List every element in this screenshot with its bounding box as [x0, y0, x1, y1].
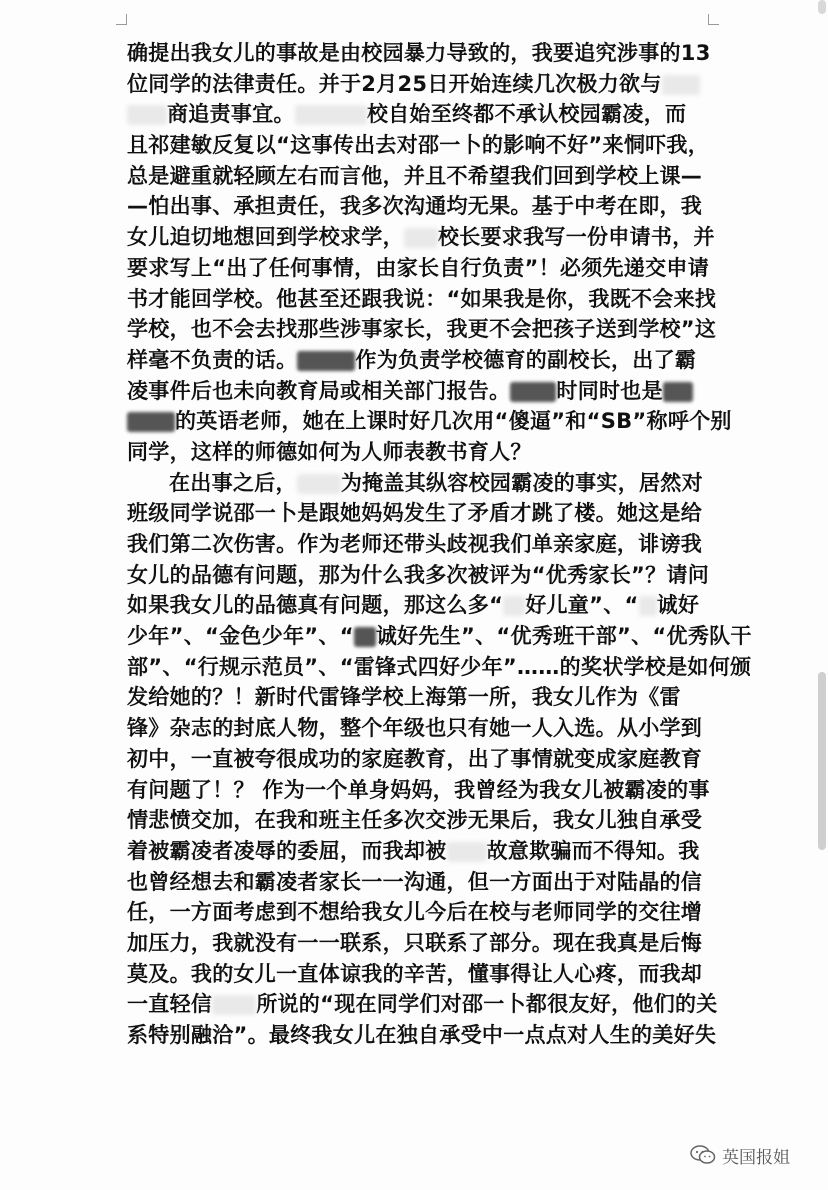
wechat-logo-icon — [690, 1145, 716, 1165]
redacted-text — [447, 842, 487, 862]
watermark — [690, 1140, 790, 1170]
redacted-text — [297, 474, 341, 494]
text-line: 商追责事宜。 校自始至终都不承认校园霸凌，而 — [127, 99, 721, 130]
redacted-text — [663, 382, 693, 402]
text-line: 样毫不负责的话。 作为负责学校德育的副校长，出了霸 — [127, 347, 697, 372]
text-line: 系特别融洽”。最终我女儿在独自承受中一点点对人生的美好失 — [127, 1023, 717, 1047]
text-line: 有问题了！？ 作为一个单身妈妈，我曾经为我女儿被霸凌的事 — [127, 777, 710, 802]
text-line: 女儿的品德有问题，那为什么我多次被评为“优秀家长”？请问 — [127, 562, 710, 587]
redacted-text — [503, 596, 525, 616]
text-line: 凌事件后也未向教育局或相关部门报告。 时同时也是 — [127, 376, 721, 407]
text-line: 总是避重就轻顾左右而言他，并且不希望我们回到学校上课— — [127, 163, 703, 188]
text-line: 部”、“行规示范员”、“雷锋式四好少年”……的奖状学校是如何颁 — [127, 654, 752, 679]
text-line: 如果我女儿的品德真有问题，那这么多“ 好儿童”、“ 诚好 — [127, 593, 700, 618]
redacted-text — [404, 228, 438, 248]
text-line: 发给她的？！新时代雷锋学校上海第一所，我女儿作为《雷 — [127, 685, 681, 710]
text-line: 在出事之后， 为掩盖其纵容校园霸凌的事实，居然对 — [169, 470, 703, 495]
scrollbar-thumb[interactable] — [818, 672, 826, 850]
text-line: 确提出我女儿的事故是由校园暴力导致的，我要追究涉事的13 — [127, 41, 711, 65]
redacted-text — [295, 105, 367, 125]
page-corner-mark — [708, 14, 719, 25]
text-line: 着被霸凌者凌辱的委屈，而我却被 故意欺骗而不得知。我 — [127, 838, 700, 863]
redacted-text — [510, 382, 556, 402]
watermark-label: 英国报姐 — [722, 1147, 790, 1168]
text-line: 位同学的法律责任。并于2月25日开始连续几次极力欲与 — [127, 69, 721, 100]
redacted-text — [662, 75, 700, 95]
text-line: 一直轻信 所说的“现在同学们对邵一卜都很友好，他们的关 — [127, 992, 718, 1017]
text-line: 同学，这样的师德如何为人师表教书育人？ — [127, 439, 532, 464]
text-line: —怕出事、承担责任，我多次沟通均无果。基于中考在即，我 — [127, 194, 703, 219]
text-line: 任，一方面考虑到不想给我女儿今后在校与老师同学的交往增 — [127, 900, 703, 925]
redacted-text — [639, 596, 657, 616]
text-line: 我们第二次伤害。作为老师还带头歧视我们单亲家庭，诽谤我 — [127, 532, 703, 556]
text-line: 锋》杂志的封底人物，整个年级也只有她一人入选。从小学到 — [127, 716, 703, 741]
text-line: 少年”、“金色少年”、“ 诚好先生”、“优秀班干部”、“优秀队干 — [127, 624, 752, 649]
redacted-text — [297, 351, 355, 371]
redacted-text — [212, 995, 256, 1015]
redacted-text — [127, 105, 167, 125]
scrollbar-top[interactable] — [818, 0, 826, 14]
text-line: 的英语老师，她在上课时好几次用“傻逼”和“SB”称呼个别 — [127, 406, 721, 437]
document-body — [127, 38, 752, 1051]
text-line: 学校，也不会去找那些涉事家长，我更不会把孩子送到学校”这 — [127, 317, 717, 342]
redacted-text — [127, 412, 175, 432]
text-line: 书才能回学校。他甚至还跟我说：“如果我是你，我既不会来找 — [127, 286, 717, 311]
text-line: 女儿迫切地想回到学校求学， 校长要求我写一份申请书，并 — [127, 225, 715, 250]
text-line: 初中，一直被夸很成功的家庭教育，出了事情就变成家庭教育 — [127, 746, 703, 771]
page-corner-mark — [116, 14, 127, 25]
redacted-text — [354, 627, 376, 647]
text-line: 要求写上“出了任何事情，由家长自行负责”！必须先递交申请 — [127, 255, 710, 280]
text-line: 且祁建敏反复以“这事传出去对邵一卜的影响不好”来恫吓我， — [127, 133, 710, 158]
text-line: 班级同学说邵一卜是跟她妈妈发生了矛盾才跳了楼。她这是给 — [127, 501, 703, 526]
text-line: 也曾经想去和霸凌者家长一一沟通，但一方面出于对陆晶的信 — [127, 869, 703, 894]
text-line: 情悲愤交加，在我和班主任多次交涉无果后，我女儿独自承受 — [127, 808, 703, 833]
text-line: 莫及。我的女儿一直体谅我的辛苦，懂事得让人心疼，而我却 — [127, 961, 703, 986]
text-line: 加压力，我就没有一一联系，只联系了部分。现在我真是后悔 — [127, 930, 703, 955]
